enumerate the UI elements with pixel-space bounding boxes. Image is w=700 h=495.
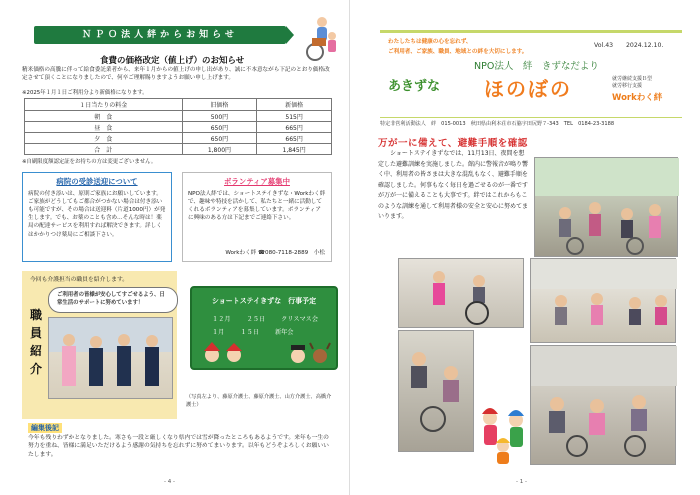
banner-tip [286,26,294,44]
masthead [380,30,682,118]
volunteer-heading: ボランティア募集中 [224,177,290,186]
winter-kids-illustration [476,400,532,466]
staff-bubble-text: ご利用者の皆様が安心してすごせるよう、日常生活のサポートに努めています！ [57,292,165,306]
table-header: 新価格 [257,99,332,111]
row-label: 昼 食 [25,122,183,133]
org-line: NPO法人 絆 きずなだより [474,61,599,72]
row-label: 合 計 [25,144,183,155]
photo-evacuation-hall [534,157,678,257]
row-old-price: 650円 [182,133,257,144]
staff-bubble [48,287,178,313]
banner-title: ＮＰＯ法人絆からお知らせ [82,30,238,40]
photo-scene [399,259,525,329]
table-header: １日当たりの料金 [25,99,183,111]
schedule-month: １月 [212,329,225,336]
table-row [25,111,332,122]
row-old-price: 500円 [182,111,257,122]
article-heading [378,131,528,150]
postscript-body: 今年も残りわずかとなりました。寒さも一段と厳しくなり県内では雪が降ったところもあるようです。来年も一生の努力を重ね、皆様に満足いただけるよう感謝の気持ちを忘れずに努めてまいります。以年もどうぞよろしくお願いいたします。 [28,435,329,458]
photo-elderly-group [398,330,474,452]
schedule-row [212,314,336,323]
schedule-heading: ショートステイきずな 行事予定 [211,297,317,305]
table-header: 旧価格 [182,99,257,111]
vertical-char: 紹 [29,344,42,358]
schedule-day: ２５日 [246,316,266,323]
banner [34,26,286,44]
work-logo: Workわく絆 [612,93,663,103]
staff-vertical-title [28,306,44,378]
work-label-2: 就労移行支援 [612,83,643,89]
postscript-heading: 編集後記 [28,423,62,433]
volunteer-body: NPO法人絆では、ショートステイきずな・Workわく絆で、趣味や特技を活かして、私たちと一緒に活動してくれるボランティアを募集しています。ボランティアに興味のある方は下記までご連絡下さい。 [188,191,326,222]
schedule-box [190,286,338,370]
issue-date: 2024.12.10. [626,42,664,49]
transport-heading: 病院の受診送迎について [56,177,138,186]
photo-scene [399,331,475,453]
article-body: ショートステイきずなでは、11月13日、夜間を想定した避難訓練を実施しました。館内に警報音が鳴り響く中、利用者の皆さまは大きな混乱もなく、避難手順を確認しました。何事もなく毎日を過ごせるのが一番ですが万が一に備えることも大事です。絆ではこれからもこのような訓練を通して利用者様の安全と安心に努めてまいります。 [378,150,529,220]
photo-corridor [530,258,676,343]
row-old-price: 1,800円 [182,144,257,155]
photo-scene [535,158,679,258]
left-page [0,0,348,495]
photo-scene [531,259,677,344]
photo-scene [531,346,677,466]
row-new-price: 665円 [257,122,332,133]
article-heading-text: 万が一に備えて、避難手順を確認 [378,138,528,149]
vertical-char: 員 [29,326,42,340]
price-footnote: ※自刷限度額認定証をお持ちの方は変更ございません。 [22,159,157,165]
kizuna-logo: あきずな [388,79,441,94]
row-label: 夕 食 [25,133,183,144]
staff-intro: 今回も介護担当の職員を紹介します。 [30,277,129,283]
schedule-event: 新年会 [274,329,294,336]
volunteer-contact: Workわく絆 ☎080-7118-2889 小松 [225,249,325,256]
table-row [25,122,332,133]
masthead-address: 特定非営利活動法人 絆 015-0013 秋田県由利本荘市石脇字田尻野７-343 TEL 0184-23-3188 [380,121,615,127]
staff-photo [48,317,173,399]
photo-wheelchair [398,258,524,328]
work-label: 就労継続支援Ｂ型 [612,76,653,82]
row-new-price: 515円 [257,111,332,122]
staff-figures [49,318,173,399]
transport-body: 病院の付き添いは、原則ご家族にお願いしています。ご家族がどうしてもご都合がつかない場合は付き添いも可能ですが、その場合は送迎料（片道1000円）が発生します。でも、お薬のことも含め…そんな時は！薬局の配達サービスを利用すれば解決できます。詳しくはかかりつけ薬局にご相談下さい。 [28,191,166,238]
schedule-event: クリスマス会 [281,316,319,323]
schedule-day: １５日 [240,329,259,336]
price-body: 精米価格の高騰に伴って給食委託業者から、来年１月からの値上げの申し出があり、誠に不本意ながら下記のとおり価格改定させて頂くことになりましたので、何卒ご理解賜りますようお願い申し上げます。 [22,67,330,82]
row-label: 朝 食 [25,111,183,122]
right-page-number: - 1 - [516,479,527,485]
left-page-number: - 4 - [164,479,175,485]
schedule-month: １２月 [212,316,231,323]
row-old-price: 650円 [182,122,257,133]
volume-label: Vol.43 [594,42,614,49]
wheelchair-illustration [302,14,342,62]
price-note: ※2025年１月１日ご利用分より新価格になります。 [22,90,148,96]
photo-evacuation-room [530,345,676,465]
volunteer-box [182,172,332,262]
price-heading: 食費の価格改定（値上げ）のお知らせ [100,56,245,66]
row-new-price: 665円 [257,133,332,144]
right-page [350,0,700,495]
slogan-line: ご利用者、ご家族、職員、地域との絆を大切にします。 [388,49,528,55]
transport-box [22,172,172,262]
row-new-price: 1,845円 [257,144,332,155]
honobono-logo: ほのぼの [484,77,572,101]
staff-caption: （写真左より、藤原介護士、藤原介護士、山方介護士、高橋介護士） [186,394,332,408]
slogan-line: わたしたちは健康の心を忘れず、 [388,39,472,45]
price-table [24,98,332,155]
schedule-row [212,327,336,336]
christmas-decorations [198,342,332,364]
table-row [25,144,332,155]
vertical-char: 介 [29,362,42,376]
vertical-char: 職 [29,308,42,322]
table-row [25,133,332,144]
